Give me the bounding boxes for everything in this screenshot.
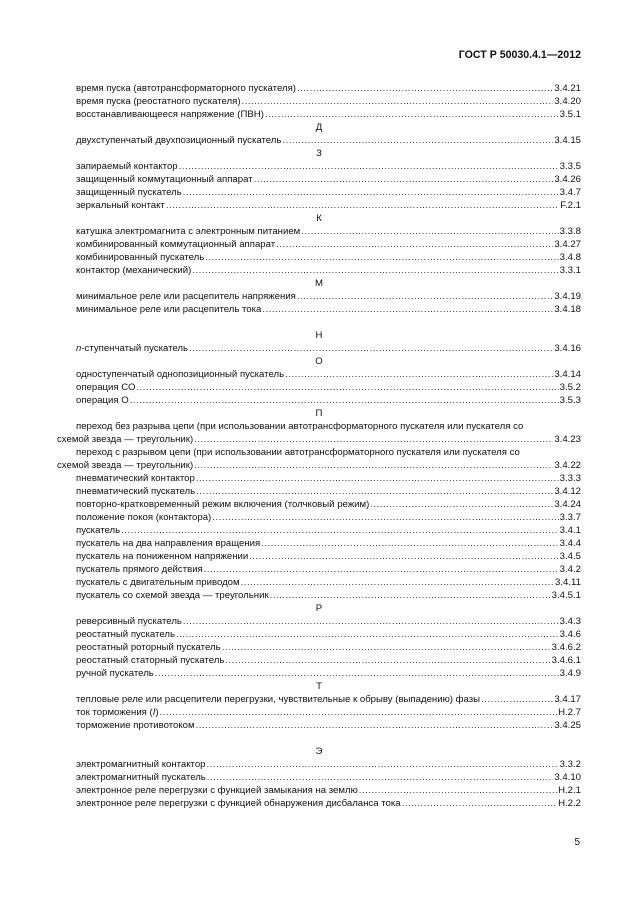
section-letter: З xyxy=(316,148,322,159)
index-term xyxy=(76,472,195,485)
section-letter: Т xyxy=(316,681,322,692)
index-term-text: пускатель на пониженном напряжении xyxy=(76,551,249,562)
index-term xyxy=(76,485,195,498)
dot-leader xyxy=(183,615,559,628)
index-term xyxy=(57,433,193,446)
dot-leader xyxy=(402,797,557,810)
index-term-text: защищенный пускатель xyxy=(76,187,182,198)
index-entry xyxy=(57,563,581,576)
index-entry xyxy=(57,134,581,147)
index-term-text: положение покоя (контактора) xyxy=(76,512,212,523)
index-term xyxy=(76,225,300,238)
index-ref: 3.4.6 xyxy=(559,629,581,640)
index-entry xyxy=(57,797,581,810)
index-ref: H.2.7 xyxy=(558,707,581,718)
index-ref: 3.4.11 xyxy=(555,577,581,588)
index-term xyxy=(76,264,191,277)
section-letter: М xyxy=(315,278,323,289)
index-term-text: двухступенчатый двухпозиционный пускатель xyxy=(76,135,282,146)
index-entry xyxy=(57,537,581,550)
index-term-text: операция О xyxy=(76,395,129,406)
index-ref: 3.4.8 xyxy=(559,252,581,263)
index-term-text: -ступенчатый пускатель xyxy=(81,343,189,354)
index-term xyxy=(76,199,165,212)
index-entry xyxy=(57,342,581,355)
index-term xyxy=(76,589,269,602)
index-term-text: электронное реле перегрузки с функцией обнаружения дисбаланса тока xyxy=(76,798,401,809)
index-entry xyxy=(57,615,581,628)
index-ref: 3.4.6.1 xyxy=(551,655,581,666)
index-term xyxy=(76,771,206,784)
index-term-text: торможение противотоком xyxy=(76,720,195,731)
index-entry xyxy=(57,264,581,277)
dot-leader xyxy=(166,199,559,212)
dot-leader xyxy=(370,498,553,511)
index-term xyxy=(76,524,120,537)
index-term xyxy=(76,667,154,680)
index-ref: 3.3.1 xyxy=(559,265,581,276)
section-letter: Д xyxy=(315,122,323,133)
dot-leader xyxy=(189,342,553,355)
index-ref: 3.4.27 xyxy=(554,239,581,250)
dot-leader xyxy=(192,264,558,277)
dot-leader xyxy=(179,160,559,173)
document-standard-header: ГОСТ Р 50030.4.1—2012 xyxy=(458,49,581,61)
index-term-text: контактор (механический) xyxy=(76,265,192,276)
index-term-text: время пуска (реостатного пускателя) xyxy=(76,96,241,107)
index-term-text: ручной пускатель xyxy=(76,668,154,679)
dot-leader xyxy=(207,758,559,771)
index-term xyxy=(76,95,241,108)
index-term xyxy=(76,238,275,251)
index-ref: 3.4.21 xyxy=(554,83,581,94)
index-term xyxy=(76,82,296,95)
index-entry xyxy=(57,472,581,485)
index-ref: 3.3.7 xyxy=(559,512,581,523)
index-term-text: пневматический контактор xyxy=(76,473,195,484)
index-term-italic: n xyxy=(76,343,82,354)
index-entry xyxy=(57,433,581,446)
index-entry xyxy=(57,303,581,316)
index-ref: 3.5.1 xyxy=(559,109,581,120)
index-ref: F.2.1 xyxy=(560,200,581,211)
index-ref: 3.3.8 xyxy=(559,226,581,237)
index-term xyxy=(76,628,175,641)
index-term xyxy=(76,134,281,147)
dot-leader xyxy=(183,186,559,199)
index-term-text: схемой звезда — треугольник) xyxy=(57,434,194,445)
index-term-text: минимальное реле или расцепитель напряжения xyxy=(76,291,296,302)
index-entry-line: переход с разрывом цепи (при использовании автотрансформаторного пускателя или пускателя со xyxy=(76,447,520,458)
index-term xyxy=(76,563,203,576)
index-term-text: электромагнитный контактор xyxy=(76,759,206,770)
dot-leader xyxy=(481,693,553,706)
index-term-text: комбинированный коммутационный аппарат xyxy=(76,239,276,250)
page-number: 5 xyxy=(574,837,580,848)
index-entry xyxy=(57,186,581,199)
dot-leader xyxy=(136,381,558,394)
index-entry xyxy=(57,199,581,212)
index-term xyxy=(76,342,188,355)
dot-leader xyxy=(270,589,551,602)
index-ref: 3.4.12 xyxy=(554,486,581,497)
index-entry xyxy=(57,511,581,524)
dot-leader xyxy=(196,719,554,732)
index-ref: 3.4.23 xyxy=(554,434,581,445)
dot-leader xyxy=(222,641,551,654)
dot-leader xyxy=(276,238,553,251)
index-term-text: ) xyxy=(155,707,159,718)
index-entry xyxy=(57,706,581,719)
index-term xyxy=(76,550,248,563)
index-entry xyxy=(57,667,581,680)
index-ref: 3.4.4 xyxy=(559,538,581,549)
index-term-text: минимальное реле или расцепитель тока xyxy=(76,304,262,315)
index-term-text: пускатель xyxy=(76,525,121,536)
index-ref: 3.4.1 xyxy=(559,525,581,536)
index-term xyxy=(76,368,284,381)
index-entry xyxy=(57,628,581,641)
index-term xyxy=(76,693,480,706)
dot-leader xyxy=(297,82,553,95)
dot-leader xyxy=(285,368,553,381)
index-ref: 3.4.18 xyxy=(554,304,581,315)
index-term-text: пневматический пускатель xyxy=(76,486,196,497)
index-entry xyxy=(57,719,581,732)
index-term xyxy=(76,719,195,732)
dot-leader xyxy=(196,472,559,485)
index-term xyxy=(76,641,221,654)
index-term-text: защищенный коммутационный аппарат xyxy=(76,174,253,185)
index-entry xyxy=(57,82,581,95)
index-term xyxy=(76,615,182,628)
index-term-text: пускатель прямого действия xyxy=(76,564,203,575)
index-ref: 3.4.19 xyxy=(554,291,581,302)
index-ref: 3.4.5 xyxy=(559,551,581,562)
index-term xyxy=(76,290,296,303)
index-ref: 3.5.3 xyxy=(559,395,581,406)
index-term-text: пускатель с двигательным приводом xyxy=(76,577,240,588)
section-letter: Э xyxy=(315,746,323,757)
index-term xyxy=(76,394,129,407)
dot-leader xyxy=(212,511,558,524)
dot-leader xyxy=(225,654,550,667)
section-letter: О xyxy=(315,356,323,367)
index-term xyxy=(76,784,358,797)
index-term xyxy=(76,108,264,121)
index-ref: H.2.1 xyxy=(558,785,581,796)
index-ref: 3.4.2 xyxy=(559,564,581,575)
index-term-text: катушка электромагнита с электронным питанием xyxy=(76,226,301,237)
dot-leader xyxy=(196,485,553,498)
index-entry xyxy=(57,290,581,303)
index-term xyxy=(76,654,224,667)
index-ref: 3.4.10 xyxy=(554,772,581,783)
index-entry xyxy=(57,381,581,394)
index-ref: 3.4.6.2 xyxy=(551,642,581,653)
index-ref: 3.4.3 xyxy=(559,616,581,627)
index-ref: 3.4.5.1 xyxy=(551,590,581,601)
index-term xyxy=(76,160,178,173)
index-entry xyxy=(57,173,581,186)
dot-leader xyxy=(204,563,559,576)
dot-leader xyxy=(155,667,559,680)
index-ref: 3.4.22 xyxy=(554,460,581,471)
index-entry xyxy=(57,95,581,108)
dot-leader xyxy=(297,290,553,303)
index-term xyxy=(76,381,135,394)
dot-leader xyxy=(359,784,557,797)
index-term-text: электромагнитный пускатель xyxy=(76,772,206,783)
index-ref: 3.4.25 xyxy=(554,720,581,731)
index-term-text: схемой звезда — треугольник) xyxy=(57,460,194,471)
index-term xyxy=(76,186,182,199)
index-term-text: комбинированный пускатель xyxy=(76,252,205,263)
dot-leader xyxy=(242,95,554,108)
index-entry xyxy=(57,485,581,498)
index-ref: 3.3.5 xyxy=(559,161,581,172)
index-term xyxy=(76,251,204,264)
index-term-text: реостатный пускатель xyxy=(76,629,175,640)
index-entry xyxy=(57,784,581,797)
index-entry xyxy=(57,160,581,173)
index-term-text: одноступенчатый однопозиционный пускатель xyxy=(76,369,285,380)
index-entry xyxy=(57,654,581,667)
index-term-italic: I xyxy=(152,707,156,718)
index-term-text: пускатель на два направления вращения xyxy=(76,538,261,549)
index-ref: 3.4.16 xyxy=(554,343,581,354)
index-ref: 3.4.17 xyxy=(554,694,581,705)
index-entry xyxy=(57,771,581,784)
index-entry xyxy=(57,459,581,472)
index-entry xyxy=(57,758,581,771)
dot-leader xyxy=(301,225,558,238)
dot-leader xyxy=(205,251,558,264)
dot-leader xyxy=(282,134,553,147)
index-content xyxy=(57,82,581,810)
index-term-text: реостатный роторный пускатель xyxy=(76,642,221,653)
index-term xyxy=(76,797,401,810)
dot-leader xyxy=(261,537,558,550)
index-entry xyxy=(57,368,581,381)
index-term-text: операция СО xyxy=(76,382,136,393)
section-letter: Н xyxy=(315,330,323,341)
dot-leader xyxy=(176,628,559,641)
index-term xyxy=(76,576,240,589)
index-term xyxy=(76,498,369,511)
index-term xyxy=(76,537,260,550)
dot-leader xyxy=(194,433,553,446)
index-entry xyxy=(57,251,581,264)
index-term-text: реостатный статорный пускатель xyxy=(76,655,225,666)
dot-leader xyxy=(249,550,558,563)
index-ref: 3.5.2 xyxy=(559,382,581,393)
index-term xyxy=(76,511,211,524)
section-letter: П xyxy=(315,408,323,419)
index-term-text: электронное реле перегрузки с функцией замыкания на землю xyxy=(76,785,358,796)
index-entry xyxy=(57,394,581,407)
index-entry xyxy=(57,238,581,251)
index-ref: 3.3.2 xyxy=(559,759,581,770)
dot-leader xyxy=(241,576,554,589)
dot-leader xyxy=(254,173,554,186)
index-term-text: запираемый контактор xyxy=(76,161,178,172)
index-term-text: реверсивный пускатель xyxy=(76,616,182,627)
dot-leader xyxy=(121,524,559,537)
index-term xyxy=(76,758,206,771)
index-ref: 3.4.24 xyxy=(554,499,581,510)
index-entry-line: переход без разрыва цепи (при использовании автотрансформаторного пускателя или пускателя со xyxy=(76,421,524,432)
index-term xyxy=(76,303,261,316)
index-ref: 3.3.3 xyxy=(559,473,581,484)
index-entry xyxy=(57,550,581,563)
dot-leader xyxy=(130,394,559,407)
index-term-text: тепловые реле или расцепители перегрузки, чувствительные к обрыву (выпадению) фазы xyxy=(76,694,481,705)
index-entry xyxy=(57,693,581,706)
dot-leader xyxy=(194,459,553,472)
index-entry xyxy=(57,108,581,121)
index-entry xyxy=(57,524,581,537)
dot-leader xyxy=(207,771,554,784)
index-term xyxy=(76,706,159,719)
index-term-text: ток торможения ( xyxy=(76,707,153,718)
index-term xyxy=(76,173,253,186)
index-term-text: восстанавливающееся напряжение (ПВН) xyxy=(76,109,264,120)
index-ref: 3.4.14 xyxy=(554,369,581,380)
index-ref: 3.4.15 xyxy=(554,135,581,146)
index-term-text: пускатель со схемой звезда — треугольник xyxy=(76,590,269,601)
section-letter: К xyxy=(316,213,322,224)
index-entry xyxy=(57,576,581,589)
index-term-text: время пуска (автотрансформаторного пускателя) xyxy=(76,83,296,94)
index-ref: 3.4.20 xyxy=(554,96,581,107)
index-term-text: повторно-кратковременный режим включения (толчковый режим) xyxy=(76,499,370,510)
index-entry xyxy=(57,225,581,238)
index-ref: 3.4.7 xyxy=(559,187,581,198)
index-ref: 3.4.26 xyxy=(554,174,581,185)
index-term-text: зеркальный контакт xyxy=(76,200,165,211)
index-term xyxy=(57,459,193,472)
index-entry xyxy=(57,498,581,511)
index-entry xyxy=(57,641,581,654)
dot-leader xyxy=(265,108,559,121)
section-letter: Р xyxy=(315,603,323,614)
index-ref: H.2.2 xyxy=(558,798,581,809)
index-ref: 3.4.9 xyxy=(559,668,581,679)
dot-leader xyxy=(262,303,553,316)
dot-leader xyxy=(160,706,557,719)
index-entry xyxy=(57,589,581,602)
